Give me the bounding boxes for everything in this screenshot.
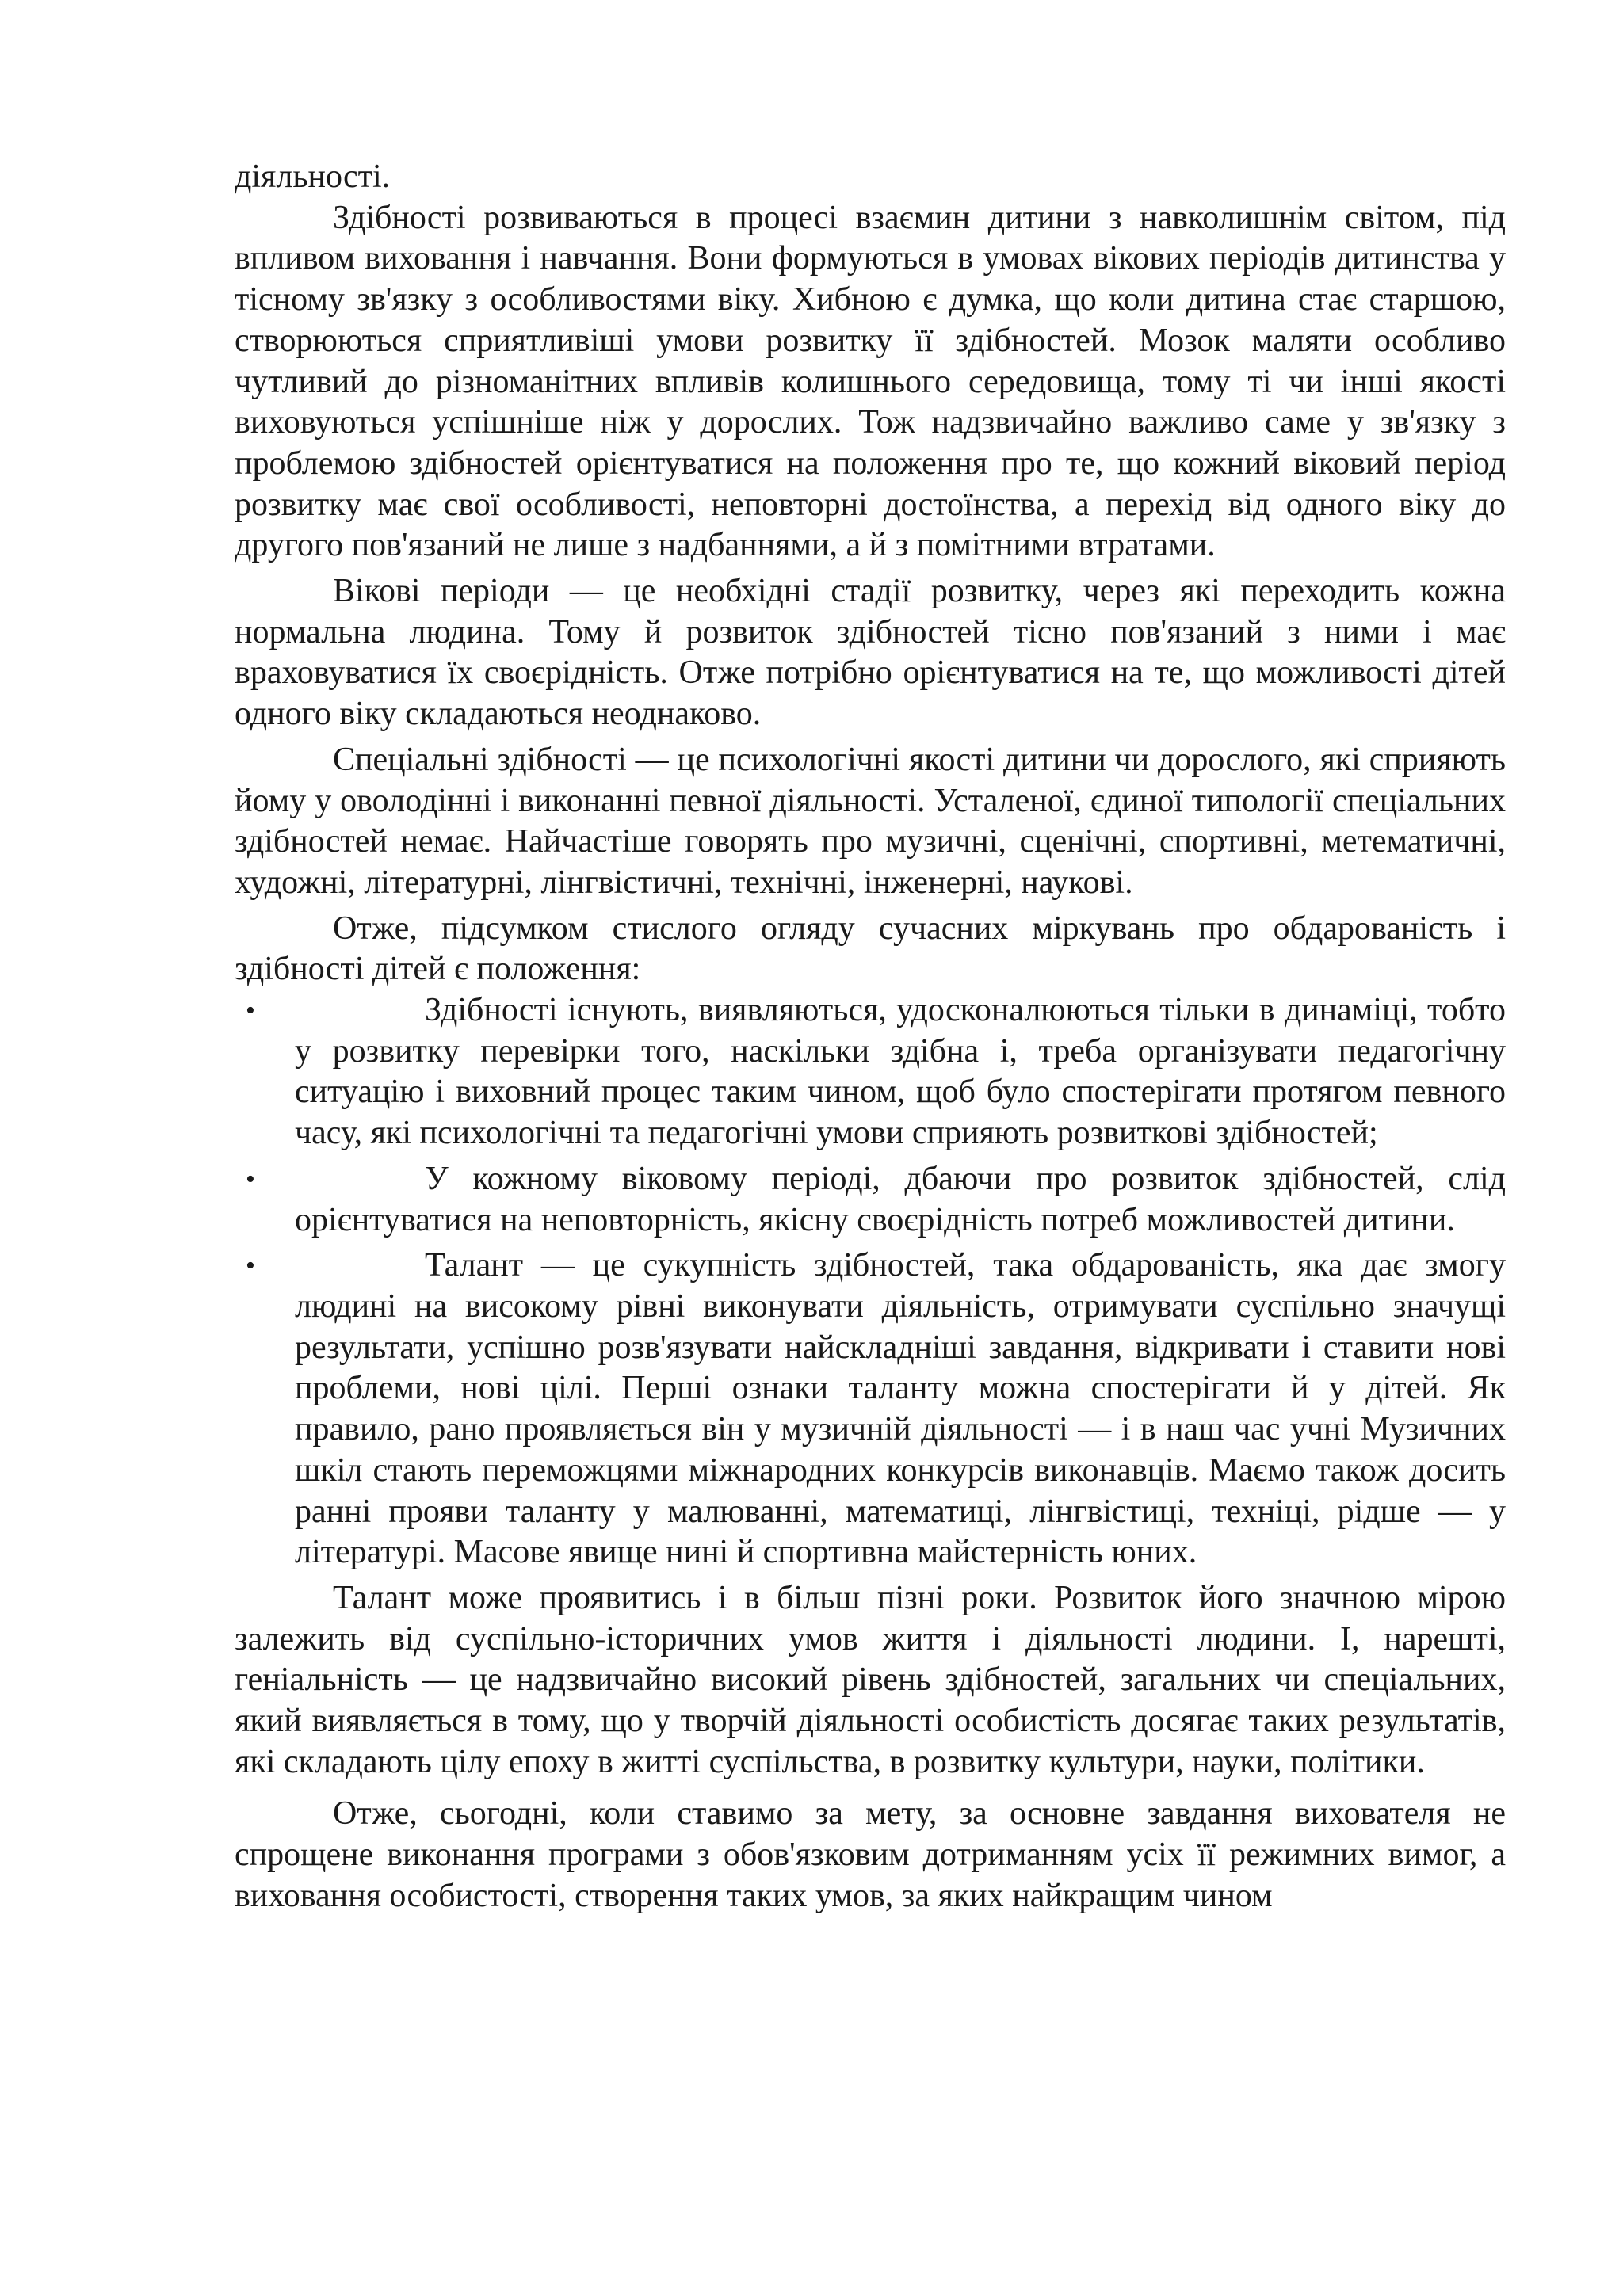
paragraph-age-periods: Вікові періоди — це необхідні стадії розвитку, через які переходить кожна нормальна людина. Тому й розвиток здібностей тісно пов'язаний з ними і має враховуватися їх своєрідність. Отже потрібно орієнтуватися на те, що можливості дітей одного віку складаються неоднаково.: [235, 573, 1506, 733]
paragraph-talent-genius: Талант може проявитись і в більш пізні роки. Розвиток його значною мірою залежить від суспільно-історичних умов життя і діяльності людини. І, нарешті, геніальність — це надзвичайно високий рівень здібностей, загальних чи спеціальних, який виявляється в тому, що у творчій діяльності особистість досягає таких результатів, які складають цілу епоху в житті суспільства, в розвитку культури, науки, політики.: [235, 1579, 1506, 1780]
bullet-list: [235, 990, 1506, 1573]
bullet-icon: •: [246, 1251, 255, 1281]
paragraph-educator-task: Отже, сьогодні, коли ставимо за мету, за основне завдання вихователя не спрощене виконання програми з обов'язковим дотриманням усіх її режимних вимог, а виховання особистості, створення таких умов, за яких найкращим чином: [235, 1795, 1506, 1914]
paragraph-special-abilities: Спеціальні здібності — це психологічні якості дитини чи дорослого, які сприяють йому у оволодінні і виконанні певної діяльності. Усталеної, єдиної типології спеціальних здібностей немає. Найчастіше говорять про музичні, сценічні, спортивні, метематичні, художні, літературні, лінгвістичні, технічні, інженерні, наукові.: [235, 741, 1506, 901]
paragraph-summary-intro: Отже, підсумком стислого огляду сучасних міркувань про обдарованість і здібності дітей є положення:: [235, 910, 1506, 988]
list-item-text: Талант — це сукупність здібностей, така обдарованість, яка дає змогу людині на високому рівні виконувати діяльність, отримувати суспільно значущі результати, успішно розв'язувати найскладніші завдання, відкривати і ставити нові проблеми, нові цілі. Перші ознаки таланту можна спостерігати й у дітей. Як правило, рано проявляється він у музичній діяльності — і в наш час учні Музичних шкіл стають переможцями міжнародних конкурсів виконавців. Маємо також досить ранні прояви таланту у малюванні, математиці, лінгвістиці, техніці, рідше — у літературі. Масове явище нині й спортивна майстерність юних.: [295, 1247, 1506, 1571]
list-item-text: Здібності існують, виявляються, удосконалюються тільки в динаміці, тобто у розвитку перевірки того, наскільки здібна і, треба організувати педагогічну ситуацію і виховний процес таким чином, щоб було спостерігати протягом певного часу, які психологічні та педагогічні умови сприяють розвиткові здібностей;: [295, 992, 1506, 1152]
list-item: [235, 1159, 1506, 1241]
bullet-icon: •: [246, 1164, 255, 1194]
document-body: [235, 157, 1506, 1917]
list-item-text: У кожному віковому періоді, дбаючи про розвиток здібностей, слід орієнтуватися на неповторність, якісну своєрідність потреб можливостей дитини.: [295, 1160, 1506, 1238]
list-item: [235, 990, 1506, 1154]
paragraph-continuation: діяльності.: [235, 158, 391, 195]
list-item: [235, 1245, 1506, 1573]
bullet-icon: •: [246, 996, 255, 1026]
paragraph-abilities-development: Здібності розвиваються в процесі взаємин дитини з навколишнім світом, під впливом виховання і навчання. Вони формуються в умовах вікових періодів дитинства у тісному зв'язку з особливостями віку. Хибною є думка, що коли дитина стає старшою, створюються сприятливіші умови розвитку її здібностей. Мозок маляти особливо чутливий до різноманітних впливів колишнього середовища, тому ті чи інші якості виховуються успішніше ніж у дорослих. Тож надзвичайно важливо саме у зв'язку з проблемою здібностей орієнтуватися на положення про те, що кожний віковий період розвитку має свої особливості, неповторні достоїнства, а перехід від одного віку до другого пов'язаний не лише з надбаннями, а й з помітними втратами.: [235, 199, 1506, 564]
